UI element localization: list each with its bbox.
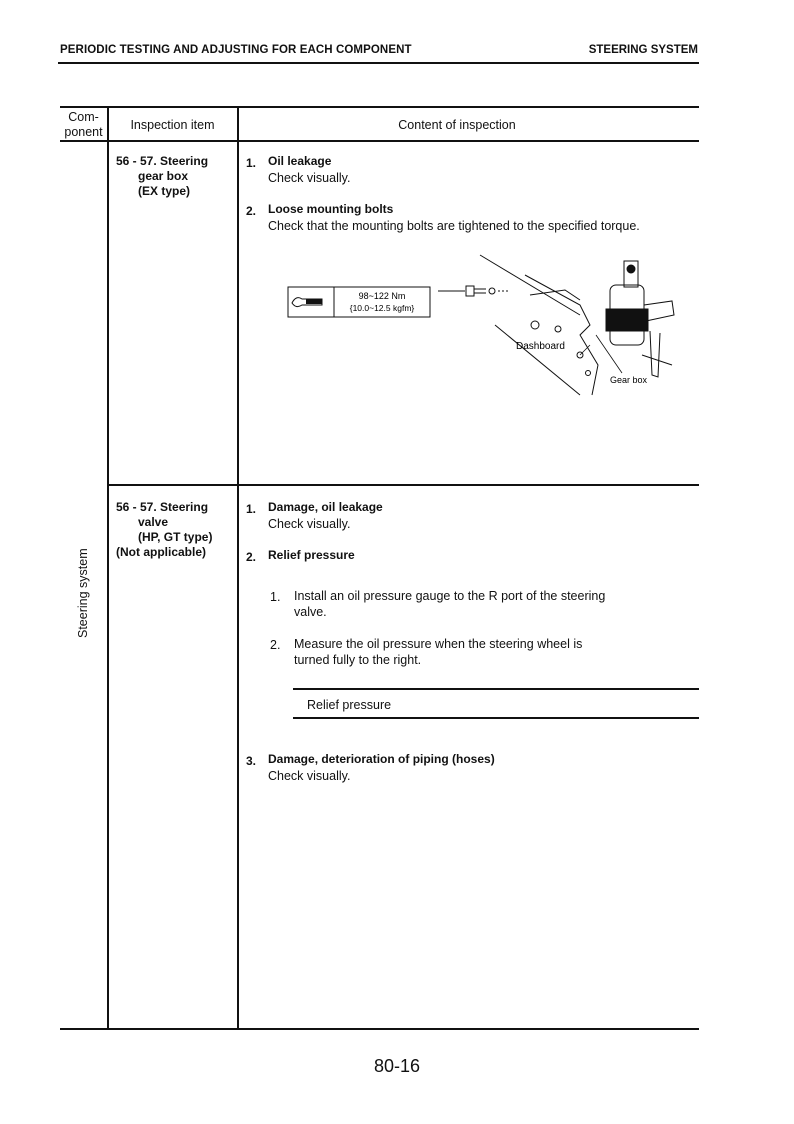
column-divider-1 bbox=[107, 106, 109, 1029]
column-divider-2 bbox=[237, 106, 239, 1029]
valve-entry-1: 1. Damage, oil leakage Check visually. bbox=[246, 500, 383, 531]
torque-spec-box bbox=[288, 287, 430, 317]
gearbox-entry-1: 1. Oil leakage Check visually. bbox=[246, 154, 351, 185]
table-top-rule bbox=[60, 106, 699, 108]
gearbox-entry-2: 2. Loose mounting bolts Check that the mounting bolts are tightened to the specified torque. bbox=[246, 202, 640, 233]
relief-table-bottom bbox=[293, 717, 699, 719]
header-component: Com- ponent bbox=[64, 110, 103, 139]
dashboard-drawing bbox=[480, 255, 598, 395]
gearbox-item: 56 - 57. Steering gear box (EX type) bbox=[116, 154, 209, 198]
component-label: Steering system bbox=[76, 548, 90, 638]
header-rule bbox=[58, 62, 699, 64]
torque-value-kgfm: {10.0~12.5 kgfm} bbox=[349, 303, 415, 313]
valve-substep-1: 1. Install an oil pressure gauge to the R port of the steering valve. bbox=[270, 589, 606, 619]
valve-entry-2: 2. Relief pressure bbox=[246, 548, 355, 564]
torque-value-nm: 98~122 Nm bbox=[358, 291, 406, 301]
table-bottom-rule bbox=[60, 1028, 699, 1030]
gearbox-figure bbox=[280, 245, 680, 405]
valve-entry-3: 3. Damage, deterioration of piping (hoses) Check visually. bbox=[246, 752, 495, 783]
label-gearbox: Gear box bbox=[610, 375, 648, 385]
relief-table-top bbox=[293, 688, 699, 690]
valve-item: 56 - 57. Steering valve (HP, GT type) (Not applicable) bbox=[116, 500, 213, 559]
table-header-rule bbox=[60, 140, 699, 142]
gearbox-drawing bbox=[606, 261, 674, 377]
running-header-right: STEERING SYSTEM bbox=[588, 44, 698, 56]
bolt-drawing bbox=[438, 286, 508, 296]
label-dashboard: Dashboard bbox=[516, 341, 565, 352]
page-number: 80-16 bbox=[373, 1056, 421, 1076]
row-divider bbox=[108, 484, 699, 486]
header-content: Content of inspection bbox=[398, 118, 516, 132]
relief-pressure-label: Relief pressure bbox=[307, 698, 392, 712]
running-header-left: PERIODIC TESTING AND ADJUSTING FOR EACH COMPONENT bbox=[60, 44, 412, 56]
header-inspection-item: Inspection item bbox=[130, 118, 215, 132]
valve-substep-2: 2. Measure the oil pressure when the steering wheel is turned fully to the right. bbox=[270, 637, 583, 667]
